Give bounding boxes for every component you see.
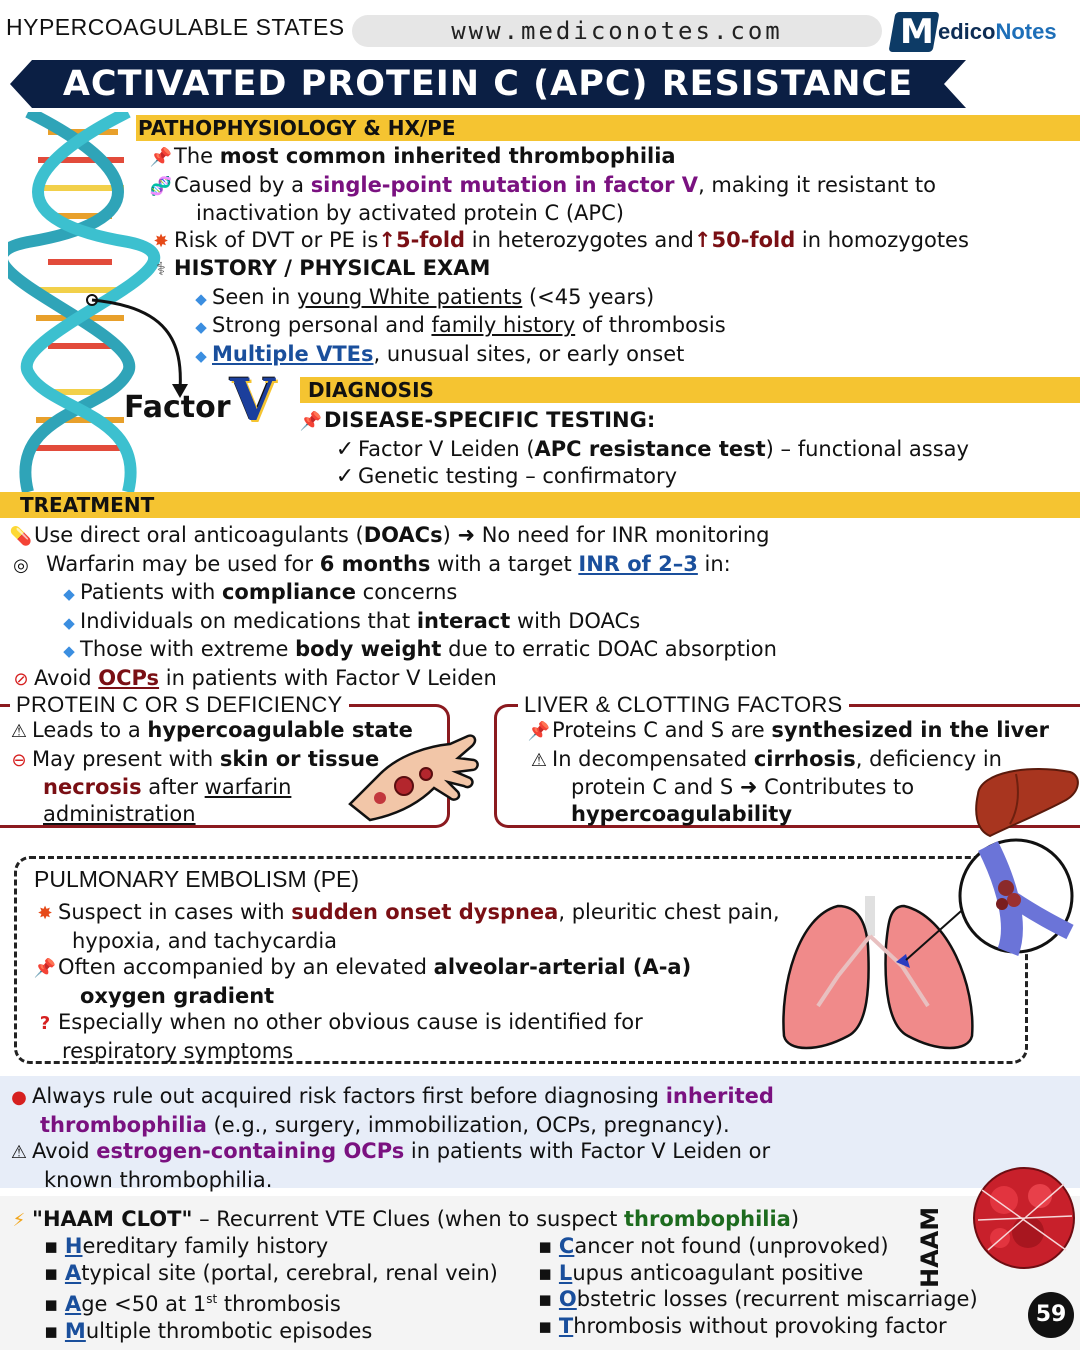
- blood-clot-illustration: [968, 1160, 1080, 1276]
- liver-line-3: protein C and S ➜ Contributes to: [571, 775, 915, 799]
- diagnosis-check-2: ✓ Genetic testing – confirmatory: [298, 463, 969, 491]
- treatment-section: [8, 522, 777, 693]
- diagnosis-heading: DIAGNOSIS: [300, 377, 1080, 403]
- website-url[interactable]: www.mediconotes.com: [352, 15, 882, 47]
- warning-icon: ⚠: [530, 749, 548, 771]
- hx-bullet-1: ◆ Seen in young White patients (<45 years): [148, 284, 969, 313]
- mediconotes-logo: M edicoNotes: [892, 10, 1074, 52]
- liver-illustration: [970, 764, 1080, 840]
- pe-line-4: oxygen gradient: [80, 983, 275, 1008]
- list-item: ▪ Thrombosis without provoking factor: [538, 1313, 947, 1338]
- patho-heading: PATHOPHYSIOLOGY & HX/PE: [136, 115, 1080, 141]
- pe-line-5: ? Especially when no other obvious cause is identified for: [32, 1009, 780, 1038]
- diamond-bullet-icon: ◆: [195, 289, 207, 308]
- list-item: ▪ Atypical site (portal, cerebral, renal vein): [44, 1260, 498, 1285]
- protein-cs-line-1: ⚠ Leads to a hypercoagulable state: [6, 717, 413, 746]
- haam-side-label: HAAM: [916, 1206, 944, 1288]
- pushpin-icon: 📌: [527, 721, 551, 742]
- list-item: ▪ Age <50 at 1st thrombosis: [44, 1292, 341, 1316]
- diamond-bullet-icon: ◆: [63, 585, 75, 603]
- pushpin-icon: 📌: [33, 958, 57, 979]
- treatment-line-3: ⊘ Avoid OCPs in patients with Factor V Leiden: [8, 665, 777, 694]
- explosion-icon: ✸: [37, 903, 53, 924]
- check-icon: ✓: [335, 436, 355, 462]
- pushpin-icon: 📌: [149, 147, 173, 168]
- patho-line-3: inactivation by activated protein C (APC): [196, 201, 624, 225]
- pe-line-2: hypoxia, and tachycardia: [72, 928, 338, 953]
- note-line-2: thrombophilia (e.g., surgery, immobilization, OCPs, pregnancy).: [40, 1112, 730, 1137]
- patho-line-4: ✸ Risk of DVT or PE is↑5-fold in heterozygotes and↑50-fold in homozygotes: [148, 227, 969, 256]
- diamond-bullet-icon: ◆: [63, 613, 75, 632]
- diamond-bullet-icon: ◆: [195, 346, 207, 365]
- pe-heading: PULMONARY EMBOLISM (PE): [34, 866, 360, 892]
- stethoscope-icon: ⚕: [156, 259, 166, 280]
- treatment-heading: TREATMENT: [0, 492, 1080, 518]
- pe-line-1: ✸ Suspect in cases with sudden onset dyspnea, pleuritic chest pain,: [32, 899, 780, 928]
- diagnosis-check-1: ✓ Factor V Leiden (APC resistance test) – functional assay: [298, 436, 969, 464]
- treatment-bullet-3: ◆ Those with extreme body weight due to erratic DOAC absorption: [8, 636, 777, 665]
- hx-heading: ⚕ HISTORY / PHYSICAL EXAM: [148, 255, 969, 284]
- mouth-icon: ⊖: [11, 749, 27, 771]
- page-number: 59: [1028, 1292, 1074, 1338]
- pill-icon: 💊: [9, 526, 33, 547]
- patho-line-2: 🧬Caused by a single-point mutation in factor V, making it resistant to: [148, 172, 969, 201]
- diagnosis-section: [298, 407, 969, 491]
- protein-cs-heading: PROTEIN C OR S DEFICIENCY: [10, 692, 349, 718]
- note-line-4: known thrombophilia.: [44, 1167, 273, 1192]
- treatment-bullet-2: ◆ Individuals on medications that interact with DOACs: [8, 608, 777, 637]
- prohibited-icon: ⊘: [13, 668, 29, 690]
- lungs-embolus-illustration: [778, 836, 1080, 1058]
- haam-left-list: [44, 1233, 498, 1344]
- liver-line-4: hypercoagulability: [571, 801, 793, 826]
- treatment-line-2: ◎ Warfarin may be used for 6 months with a target INR of 2–3 in:: [8, 551, 777, 580]
- list-item: ▪ Cancer not found (unprovoked): [538, 1234, 889, 1258]
- haam-title: ⚡ "HAAM CLOT" – Recurrent VTE Clues (when to suspect thrombophilia): [6, 1206, 799, 1235]
- dna-icon: 🧬: [149, 175, 173, 197]
- target-icon: ◎: [13, 554, 29, 576]
- pushpin-icon: 📌: [299, 411, 323, 432]
- list-item: ▪ Obstetric losses (recurrent miscarriage): [538, 1287, 978, 1311]
- explosion-icon: ✸: [153, 230, 169, 252]
- topic-label: HYPERCOAGULABLE STATES: [6, 14, 345, 40]
- list-item: ▪ Hereditary family history: [44, 1234, 329, 1258]
- pe-section: [32, 899, 780, 1064]
- necrotic-hand-illustration: [340, 724, 480, 822]
- factor-label: Factor: [124, 390, 231, 425]
- warning-icon: ⚠: [10, 721, 28, 742]
- diamond-bullet-icon: ◆: [63, 642, 75, 660]
- pe-line-3: 📌Often accompanied by an elevated alveolar-arterial (A-a): [32, 954, 780, 983]
- protein-cs-line-3: necrosis after warfarin: [43, 775, 292, 799]
- patho-line-1: 📌The most common inherited thrombophilia: [148, 143, 969, 172]
- treatment-bullet-1: ◆ Patients with compliance concerns: [8, 579, 777, 608]
- protein-cs-line-4: administration: [43, 801, 196, 826]
- liver-heading: LIVER & CLOTTING FACTORS: [518, 692, 849, 718]
- treatment-line-1: 💊Use direct oral anticoagulants (DOACs) ➜ No need for INR monitoring: [8, 522, 777, 551]
- check-icon: ✓: [335, 464, 355, 489]
- diamond-bullet-icon: ◆: [195, 318, 207, 336]
- pe-line-6: respiratory symptoms: [62, 1038, 294, 1063]
- liver-line-2: ⚠ In decompensated cirrhosis, deficiency in: [526, 746, 1049, 775]
- diagnosis-sub: 📌DISEASE-SPECIFIC TESTING:: [298, 407, 969, 436]
- question-icon: ?: [39, 1013, 51, 1034]
- note-line-3: ⚠ Avoid estrogen-containing OCPs in patients with Factor V Leiden or: [6, 1138, 774, 1167]
- protein-cs-line-2: ⊖ May present with skin or tissue: [6, 746, 413, 775]
- hx-bullet-3: ◆ Multiple VTEs, unusual sites, or early onset: [148, 341, 969, 370]
- notes-section: [6, 1083, 774, 1193]
- note-line-1: ● Always rule out acquired risk factors first before diagnosing inherited: [6, 1083, 774, 1112]
- page-title: ACTIVATED PROTEIN C (APC) RESISTANCE: [62, 64, 914, 104]
- liver-line-1: 📌Proteins C and S are synthesized in the liver: [526, 717, 1049, 746]
- factor-v-letter: V: [230, 366, 276, 434]
- list-item: ▪ Lupus anticoagulant positive: [538, 1260, 864, 1285]
- warning-icon: ⚠: [10, 1142, 28, 1163]
- lightning-icon: ⚡: [12, 1210, 26, 1231]
- list-item: ▪ Multiple thrombotic episodes: [44, 1318, 373, 1343]
- hx-bullet-2: ◆ Strong personal and family history of thrombosis: [148, 312, 969, 341]
- blood-drop-icon: ●: [11, 1087, 27, 1108]
- patho-section: [148, 143, 969, 369]
